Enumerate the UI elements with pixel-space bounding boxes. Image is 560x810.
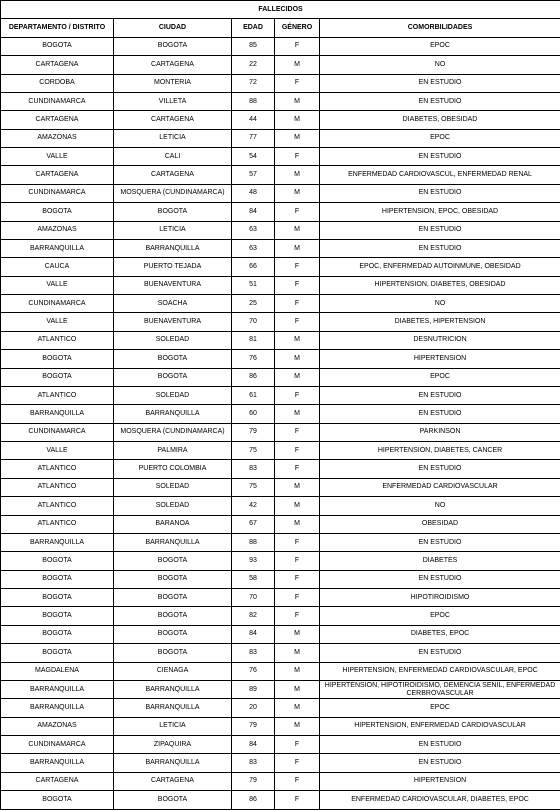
cell-edad: 51: [232, 276, 275, 294]
table-row: [1, 276, 560, 294]
cell-departamento: VALLE: [1, 276, 114, 294]
table-row: [1, 221, 560, 239]
table-row: [1, 295, 560, 313]
cell-departamento: ATLANTICO: [1, 460, 114, 478]
cell-ciudad: BARRANQUILLA: [114, 239, 232, 257]
cell-departamento: BOGOTA: [1, 37, 114, 55]
table-row: [1, 772, 560, 790]
cell-genero: F: [275, 442, 320, 460]
table-row: [1, 460, 560, 478]
cell-comorbilidades: NO: [320, 295, 560, 313]
table-row: [1, 717, 560, 735]
cell-departamento: BOGOTA: [1, 644, 114, 662]
cell-departamento: CORDOBA: [1, 74, 114, 92]
table-row: [1, 184, 560, 202]
cell-genero: F: [275, 791, 320, 809]
cell-genero: M: [275, 239, 320, 257]
cell-comorbilidades: HIPERTENSION, DIABETES, OBESIDAD: [320, 276, 560, 294]
table-row: [1, 239, 560, 257]
cell-comorbilidades: DIABETES, EPOC: [320, 625, 560, 643]
cell-departamento: BOGOTA: [1, 552, 114, 570]
cell-edad: 81: [232, 331, 275, 349]
cell-comorbilidades: ENFERMEDAD CARDIOVASCULAR: [320, 478, 560, 496]
cell-genero: F: [275, 313, 320, 331]
cell-departamento: BARRANQUILLA: [1, 405, 114, 423]
table-row: [1, 680, 560, 698]
cell-genero: F: [275, 754, 320, 772]
cell-comorbilidades: DIABETES, HIPERTENSION: [320, 313, 560, 331]
cell-departamento: ATLANTICO: [1, 386, 114, 404]
cell-departamento: ATLANTICO: [1, 331, 114, 349]
cell-ciudad: BARRANQUILLA: [114, 754, 232, 772]
cell-ciudad: CALI: [114, 148, 232, 166]
cell-departamento: ATLANTICO: [1, 515, 114, 533]
cell-ciudad: BOGOTA: [114, 791, 232, 809]
cell-genero: M: [275, 405, 320, 423]
cell-genero: F: [275, 74, 320, 92]
table-row: [1, 92, 560, 110]
table-row: [1, 552, 560, 570]
cell-departamento: ATLANTICO: [1, 497, 114, 515]
table-row: [1, 478, 560, 496]
cell-edad: 77: [232, 129, 275, 147]
table-row: [1, 423, 560, 441]
cell-genero: M: [275, 92, 320, 110]
cell-comorbilidades: EN ESTUDIO: [320, 736, 560, 754]
cell-edad: 83: [232, 644, 275, 662]
cell-ciudad: MOSQUERA (CUNDINAMARCA): [114, 184, 232, 202]
cell-departamento: BOGOTA: [1, 589, 114, 607]
cell-genero: M: [275, 515, 320, 533]
cell-edad: 25: [232, 295, 275, 313]
cell-ciudad: ZIPAQUIRA: [114, 736, 232, 754]
cell-comorbilidades: ENFERMEDAD CARDIOVASCUL, ENFERMEDAD RENAL: [320, 166, 560, 184]
cell-departamento: CAUCA: [1, 258, 114, 276]
cell-departamento: CUNDINAMARCA: [1, 736, 114, 754]
cell-genero: M: [275, 717, 320, 735]
cell-genero: M: [275, 350, 320, 368]
table-row: [1, 331, 560, 349]
table-row: [1, 662, 560, 680]
cell-comorbilidades: OBESIDAD: [320, 515, 560, 533]
cell-edad: 63: [232, 239, 275, 257]
cell-genero: F: [275, 386, 320, 404]
cell-ciudad: PUERTO TEJADA: [114, 258, 232, 276]
table-row: [1, 203, 560, 221]
cell-ciudad: LETICIA: [114, 221, 232, 239]
cell-ciudad: PUERTO COLOMBIA: [114, 460, 232, 478]
cell-edad: 88: [232, 92, 275, 110]
cell-comorbilidades: EN ESTUDIO: [320, 239, 560, 257]
table-row: [1, 644, 560, 662]
cell-comorbilidades: HIPERTENSION, ENFERMEDAD CARDIOVASCULAR, EPOC: [320, 662, 560, 680]
cell-ciudad: BOGOTA: [114, 625, 232, 643]
cell-comorbilidades: HIPERTENSION: [320, 772, 560, 790]
cell-edad: 89: [232, 680, 275, 698]
table-row: [1, 736, 560, 754]
cell-ciudad: CIENAGA: [114, 662, 232, 680]
cell-comorbilidades: HIPERTENSION, ENFERMEDAD CARDIOVASCULAR: [320, 717, 560, 735]
header-genero: GÉNERO: [275, 19, 320, 37]
cell-genero: F: [275, 148, 320, 166]
cell-edad: 58: [232, 570, 275, 588]
cell-ciudad: LETICIA: [114, 129, 232, 147]
cell-ciudad: VILLETA: [114, 92, 232, 110]
cell-ciudad: CARTAGENA: [114, 111, 232, 129]
cell-ciudad: BARRANQUILLA: [114, 533, 232, 551]
cell-comorbilidades: DESNUTRICION: [320, 331, 560, 349]
cell-ciudad: BARANOA: [114, 515, 232, 533]
header-comorbilidades: COMORBILIDADES: [320, 19, 560, 37]
cell-edad: 76: [232, 662, 275, 680]
cell-edad: 88: [232, 533, 275, 551]
cell-comorbilidades: EN ESTUDIO: [320, 386, 560, 404]
cell-departamento: BOGOTA: [1, 625, 114, 643]
cell-genero: F: [275, 570, 320, 588]
cell-edad: 63: [232, 221, 275, 239]
cell-genero: M: [275, 111, 320, 129]
cell-departamento: MAGDALENA: [1, 662, 114, 680]
cell-comorbilidades: HIPERTENSION, HIPOTIROIDISMO, DEMENCIA SENIL, ENFERMEDAD CERBROVASCULAR: [320, 680, 560, 698]
cell-genero: M: [275, 129, 320, 147]
cell-genero: F: [275, 533, 320, 551]
cell-edad: 82: [232, 607, 275, 625]
table-row: [1, 497, 560, 515]
cell-departamento: VALLE: [1, 313, 114, 331]
cell-ciudad: BOGOTA: [114, 644, 232, 662]
table-row: [1, 754, 560, 772]
cell-comorbilidades: EN ESTUDIO: [320, 221, 560, 239]
cell-comorbilidades: EN ESTUDIO: [320, 644, 560, 662]
cell-edad: 85: [232, 37, 275, 55]
table-row: [1, 405, 560, 423]
cell-edad: 83: [232, 460, 275, 478]
table-row: [1, 74, 560, 92]
cell-edad: 84: [232, 736, 275, 754]
table-row: [1, 37, 560, 55]
cell-ciudad: SOLEDAD: [114, 386, 232, 404]
cell-comorbilidades: HIPERTENSION: [320, 350, 560, 368]
cell-genero: F: [275, 295, 320, 313]
cell-comorbilidades: NO: [320, 56, 560, 74]
table-row: [1, 258, 560, 276]
cell-edad: 72: [232, 74, 275, 92]
cell-comorbilidades: HIPERTENSION, EPOC, OBESIDAD: [320, 203, 560, 221]
table-row: [1, 442, 560, 460]
cell-genero: F: [275, 460, 320, 478]
cell-genero: F: [275, 736, 320, 754]
cell-edad: 83: [232, 754, 275, 772]
cell-edad: 75: [232, 442, 275, 460]
cell-edad: 60: [232, 405, 275, 423]
cell-departamento: AMAZONAS: [1, 221, 114, 239]
cell-ciudad: BOGOTA: [114, 552, 232, 570]
cell-genero: M: [275, 625, 320, 643]
cell-ciudad: CARTAGENA: [114, 56, 232, 74]
cell-comorbilidades: EN ESTUDIO: [320, 74, 560, 92]
table-body: [1, 37, 560, 809]
cell-edad: 79: [232, 772, 275, 790]
cell-comorbilidades: EPOC: [320, 37, 560, 55]
cell-genero: M: [275, 644, 320, 662]
cell-comorbilidades: PARKINSON: [320, 423, 560, 441]
cell-departamento: CUNDINAMARCA: [1, 423, 114, 441]
cell-departamento: BOGOTA: [1, 350, 114, 368]
table-row: [1, 350, 560, 368]
cell-departamento: CARTAGENA: [1, 166, 114, 184]
cell-genero: F: [275, 37, 320, 55]
cell-edad: 84: [232, 203, 275, 221]
cell-comorbilidades: HIPERTENSION, DIABETES, CANCER: [320, 442, 560, 460]
cell-comorbilidades: EN ESTUDIO: [320, 570, 560, 588]
cell-comorbilidades: NO: [320, 497, 560, 515]
cell-genero: M: [275, 221, 320, 239]
cell-edad: 54: [232, 148, 275, 166]
cell-comorbilidades: EPOC, ENFERMEDAD AUTOINMUNE, OBESIDAD: [320, 258, 560, 276]
cell-departamento: AMAZONAS: [1, 717, 114, 735]
cell-genero: M: [275, 662, 320, 680]
cell-ciudad: SOACHA: [114, 295, 232, 313]
cell-edad: 44: [232, 111, 275, 129]
cell-ciudad: BOGOTA: [114, 350, 232, 368]
cell-ciudad: BOGOTA: [114, 570, 232, 588]
table-row: [1, 625, 560, 643]
cell-comorbilidades: EPOC: [320, 129, 560, 147]
cell-edad: 48: [232, 184, 275, 202]
cell-genero: M: [275, 56, 320, 74]
table-row: [1, 166, 560, 184]
cell-comorbilidades: EN ESTUDIO: [320, 405, 560, 423]
cell-departamento: BOGOTA: [1, 570, 114, 588]
cell-departamento: BARRANQUILLA: [1, 680, 114, 698]
cell-departamento: BOGOTA: [1, 368, 114, 386]
cell-departamento: BARRANQUILLA: [1, 533, 114, 551]
cell-genero: F: [275, 423, 320, 441]
cell-edad: 86: [232, 791, 275, 809]
cell-genero: F: [275, 276, 320, 294]
cell-edad: 79: [232, 423, 275, 441]
cell-genero: F: [275, 203, 320, 221]
cell-edad: 42: [232, 497, 275, 515]
table-row: [1, 791, 560, 809]
header-edad: EDAD: [232, 19, 275, 37]
cell-ciudad: BOGOTA: [114, 589, 232, 607]
table-row: [1, 56, 560, 74]
table-row: [1, 313, 560, 331]
cell-comorbilidades: EPOC: [320, 699, 560, 717]
cell-edad: 20: [232, 699, 275, 717]
cell-comorbilidades: EN ESTUDIO: [320, 754, 560, 772]
cell-departamento: VALLE: [1, 148, 114, 166]
cell-edad: 84: [232, 625, 275, 643]
cell-ciudad: CARTAGENA: [114, 166, 232, 184]
cell-genero: F: [275, 552, 320, 570]
cell-genero: M: [275, 368, 320, 386]
cell-comorbilidades: EN ESTUDIO: [320, 460, 560, 478]
cell-genero: M: [275, 331, 320, 349]
table-row: [1, 589, 560, 607]
cell-departamento: VALLE: [1, 442, 114, 460]
cell-ciudad: BARRANQUILLA: [114, 680, 232, 698]
cell-edad: 61: [232, 386, 275, 404]
cell-departamento: BARRANQUILLA: [1, 754, 114, 772]
cell-comorbilidades: EN ESTUDIO: [320, 184, 560, 202]
table-row: [1, 699, 560, 717]
cell-edad: 57: [232, 166, 275, 184]
cell-ciudad: MOSQUERA (CUNDINAMARCA): [114, 423, 232, 441]
cell-ciudad: BOGOTA: [114, 37, 232, 55]
cell-genero: F: [275, 589, 320, 607]
cell-ciudad: SOLEDAD: [114, 497, 232, 515]
cell-ciudad: BOGOTA: [114, 203, 232, 221]
cell-genero: M: [275, 478, 320, 496]
header-row: [1, 19, 560, 37]
cell-ciudad: SOLEDAD: [114, 331, 232, 349]
cell-departamento: BOGOTA: [1, 791, 114, 809]
cell-ciudad: BOGOTA: [114, 607, 232, 625]
cell-genero: M: [275, 166, 320, 184]
cell-ciudad: BARRANQUILLA: [114, 699, 232, 717]
cell-edad: 22: [232, 56, 275, 74]
cell-departamento: ATLANTICO: [1, 478, 114, 496]
cell-comorbilidades: ENFERMEDAD CARDIOVASCULAR, DIABETES, EPOC: [320, 791, 560, 809]
header-departamento: DEPARTAMENTO / DISTRITO: [1, 19, 114, 37]
cell-edad: 66: [232, 258, 275, 276]
cell-genero: M: [275, 699, 320, 717]
cell-comorbilidades: EN ESTUDIO: [320, 92, 560, 110]
cell-comorbilidades: EN ESTUDIO: [320, 148, 560, 166]
cell-departamento: CUNDINAMARCA: [1, 295, 114, 313]
cell-edad: 93: [232, 552, 275, 570]
cell-edad: 67: [232, 515, 275, 533]
cell-ciudad: BUENAVENTURA: [114, 313, 232, 331]
cell-ciudad: BARRANQUILLA: [114, 405, 232, 423]
cell-departamento: BARRANQUILLA: [1, 239, 114, 257]
cell-ciudad: BOGOTA: [114, 368, 232, 386]
cell-departamento: CARTAGENA: [1, 772, 114, 790]
cell-genero: F: [275, 607, 320, 625]
cell-departamento: CUNDINAMARCA: [1, 92, 114, 110]
cell-genero: M: [275, 680, 320, 698]
cell-departamento: BOGOTA: [1, 203, 114, 221]
cell-comorbilidades: EPOC: [320, 368, 560, 386]
cell-edad: 79: [232, 717, 275, 735]
cell-ciudad: MONTERIA: [114, 74, 232, 92]
cell-ciudad: BUENAVENTURA: [114, 276, 232, 294]
cell-comorbilidades: DIABETES: [320, 552, 560, 570]
table-row: [1, 148, 560, 166]
header-ciudad: CIUDAD: [114, 19, 232, 37]
cell-genero: F: [275, 772, 320, 790]
cell-ciudad: SOLEDAD: [114, 478, 232, 496]
table-row: [1, 533, 560, 551]
table-row: [1, 570, 560, 588]
cell-comorbilidades: HIPOTIROIDISMO: [320, 589, 560, 607]
cell-edad: 75: [232, 478, 275, 496]
cell-edad: 70: [232, 313, 275, 331]
cell-departamento: BARRANQUILLA: [1, 699, 114, 717]
table-row: [1, 386, 560, 404]
table-title: FALLECIDOS: [1, 1, 560, 19]
cell-departamento: CUNDINAMARCA: [1, 184, 114, 202]
cell-genero: F: [275, 258, 320, 276]
cell-comorbilidades: EN ESTUDIO: [320, 533, 560, 551]
cell-comorbilidades: DIABETES, OBESIDAD: [320, 111, 560, 129]
cell-edad: 70: [232, 589, 275, 607]
table-row: [1, 111, 560, 129]
cell-departamento: BOGOTA: [1, 607, 114, 625]
table-row: [1, 368, 560, 386]
cell-departamento: CARTAGENA: [1, 111, 114, 129]
cell-genero: M: [275, 497, 320, 515]
cell-ciudad: PALMIRA: [114, 442, 232, 460]
title-row: [1, 1, 560, 19]
cell-ciudad: LETICIA: [114, 717, 232, 735]
cell-edad: 86: [232, 368, 275, 386]
cell-departamento: CARTAGENA: [1, 56, 114, 74]
cell-genero: M: [275, 184, 320, 202]
cell-ciudad: CARTAGENA: [114, 772, 232, 790]
table-row: [1, 515, 560, 533]
table-row: [1, 129, 560, 147]
table-row: [1, 607, 560, 625]
cell-departamento: AMAZONAS: [1, 129, 114, 147]
cell-comorbilidades: EPOC: [320, 607, 560, 625]
cell-edad: 76: [232, 350, 275, 368]
